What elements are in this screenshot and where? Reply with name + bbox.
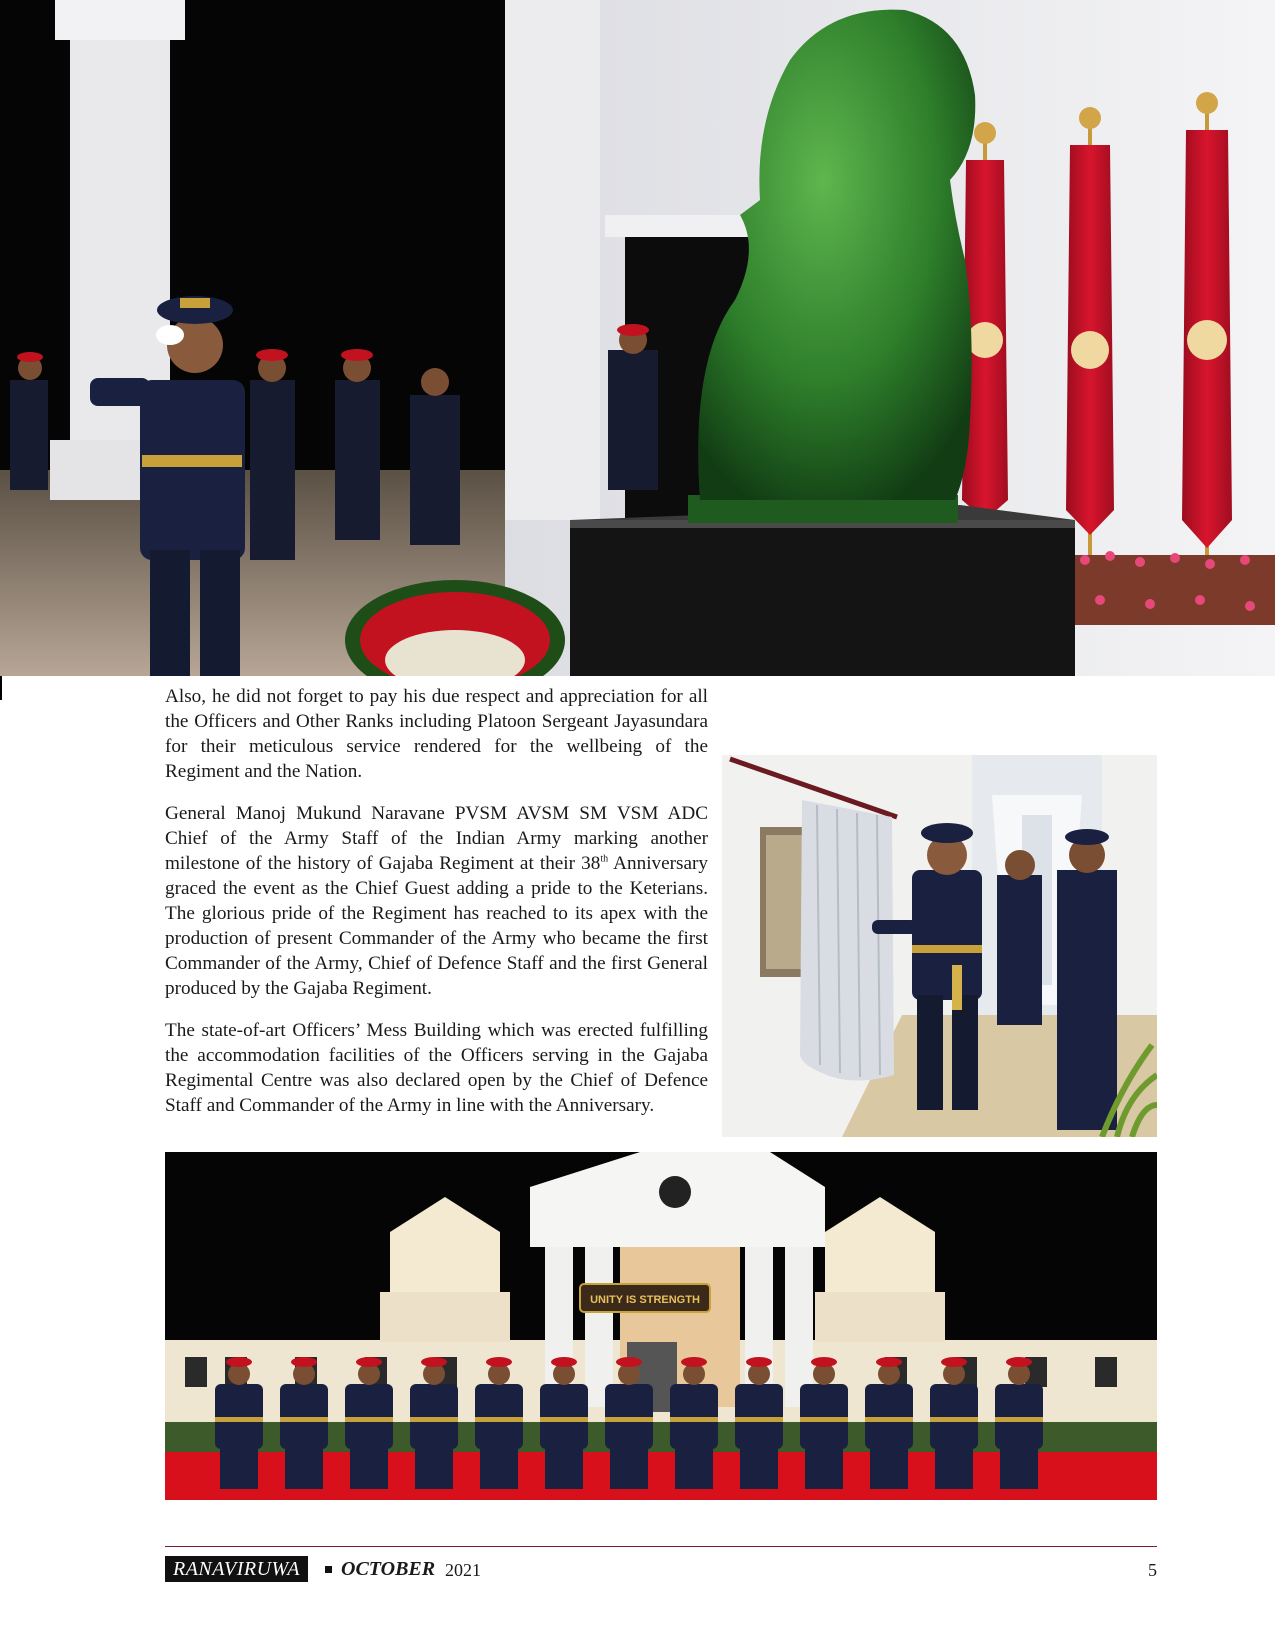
article-paragraph-1: Also, he did not forget to pay his due respect and appreciation for all the Officers and Other Ranks including Platoon Sergeant Jayasundara for their meticulous service rendered for the wellbeing of the Regiment and the Nation. (165, 686, 708, 782)
regimental-flags (962, 92, 1232, 575)
paragraph-2-part-2: Anniversary graced the event as the Chief Guest adding a pride to the Keterians. The glorious pride of the Regiment has reached to its apex with the production of present Commander of the Army who became the first Commander of the Army, Chief of Defence Staff and the first General produced by the Gajaba Regiment. (165, 853, 708, 999)
footer-bullet-icon (325, 1566, 332, 1573)
group-photo-graphic (165, 1152, 1157, 1500)
plaque-unveiling-photo (722, 755, 1157, 1137)
issue-year: 2021 (445, 1560, 481, 1580)
paragraph-2-part-1: General Manoj Mukund Naravane PVSM AVSM SM VSM ADC Chief of the Army Staff of the Indian Army marking another milestone of the history of Gajaba Regiment at their 38 (165, 803, 708, 874)
article-paragraph-2 (165, 801, 708, 1001)
article-body (165, 684, 708, 1135)
page-number: 5 (1148, 1560, 1157, 1580)
plaque-unveiling-graphic (722, 755, 1157, 1137)
magazine-name: RANAVIRUWA (165, 1556, 308, 1582)
page-edge-mark (0, 676, 2, 700)
page-footer (165, 1556, 1157, 1586)
ordinal-superscript: th (600, 853, 609, 865)
bust-plinth (570, 505, 1075, 676)
issue-month: OCTOBER (341, 1558, 436, 1580)
hero-photo (0, 0, 1275, 676)
unity-banner: UNITY IS STRENGTH (590, 1294, 700, 1306)
hero-photo-graphic (0, 0, 1275, 676)
group-photo (165, 1152, 1157, 1500)
article-paragraph-3: The state-of-art Officers’ Mess Building which was erected fulfilling the accommodation facilities of the Officers serving in the Gajaba Regimental Centre was also declared open by the Chief of Defence Staff and Commander of the Army in line with the Anniversary. (165, 1020, 708, 1116)
footer-rule (165, 1546, 1157, 1547)
